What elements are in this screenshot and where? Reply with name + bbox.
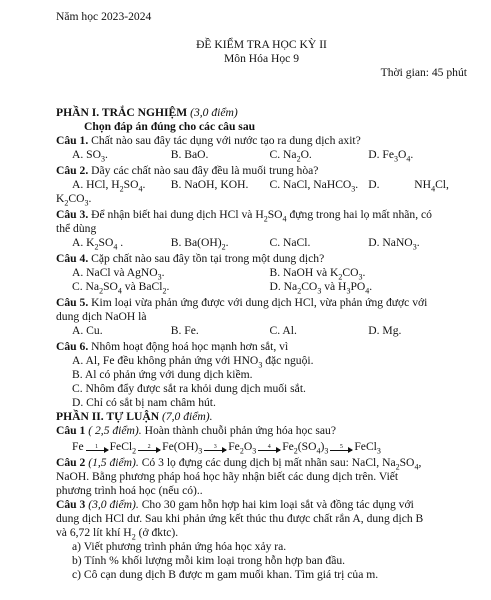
essay-3-line2: dung dịch HCl dư. Sau khi phản ứng kết thúc thu được chất rắn A, dung dịch B bbox=[56, 512, 424, 525]
question-5-options bbox=[56, 324, 467, 338]
arrow-2 bbox=[138, 444, 160, 451]
option-3d: D. NaNO$_3$. bbox=[368, 236, 420, 252]
option-4a: A. NaCl và AgNO$_3$. bbox=[72, 266, 165, 282]
option-2a: A. HCl, $H_2SO_4$. bbox=[72, 178, 146, 194]
question-5-line2: dung dịch NaOH là bbox=[56, 310, 147, 323]
option-6a-post: đặc nguội. bbox=[262, 354, 314, 367]
part2-heading bbox=[56, 410, 467, 424]
option-3a: A. $K_2SO_4$ . bbox=[72, 236, 124, 252]
question-2-options bbox=[56, 178, 467, 192]
essay-1-text: Hoàn thành chuỗi phản ứng hóa học sau? bbox=[144, 424, 337, 437]
essay-1-label: Câu 1 bbox=[56, 424, 86, 437]
essay-3 bbox=[56, 498, 467, 512]
question-6-label: Câu 6. bbox=[56, 340, 89, 353]
arrow-3 bbox=[204, 444, 226, 451]
chain-fe: Fe bbox=[72, 440, 84, 453]
question-4-label: Câu 4. bbox=[56, 252, 89, 265]
option-6c: C. Nhôm đẩy được sắt ra khỏi dung dịch muối sắt. bbox=[72, 382, 306, 395]
essay-1 bbox=[56, 424, 467, 438]
exam-time: Thời gian: 45 phút bbox=[380, 66, 467, 79]
arrow-5 bbox=[330, 444, 352, 451]
question-4 bbox=[56, 252, 467, 266]
option-6d: D. Chỉ có sắt bị nam châm hút. bbox=[72, 396, 216, 409]
essay-2: Câu 2 (1,5 điểm). Có 3 lọ đựng các dung dịch bị mất nhãn sau: NaCl, $Na_2SO_4$, bbox=[56, 456, 422, 472]
chain-fecl2: FeCl$_2$ bbox=[109, 440, 137, 456]
essay-3-part-b: b) Tính % khối lượng mỗi kim loại trong hỗn hợp ban đầu. bbox=[72, 554, 346, 567]
option-4d: D. $Na_2CO_3$ và $H_3PO_4$. bbox=[269, 280, 373, 296]
option-2b: B. NaOH, KOH. bbox=[170, 178, 249, 191]
option-5c: C. Al. bbox=[269, 324, 297, 337]
option-1a: A. $SO_3$. bbox=[72, 148, 108, 164]
essay-3-line3-pre: và 6,72 lít khí H bbox=[56, 526, 132, 539]
option-5a: A. Cu. bbox=[72, 324, 103, 337]
essay-2-label: Câu 2 bbox=[56, 456, 86, 469]
question-4-text: Cặp chất nào sau đây tồn tại trong một dung dịch? bbox=[91, 252, 325, 265]
question-2-label: Câu 2. bbox=[56, 164, 89, 177]
part2-title: PHẦN II. TỰ LUẬN bbox=[56, 410, 160, 423]
school-year: Năm học 2023-2024 bbox=[56, 10, 152, 23]
essay-2-score: (1,5 điểm). bbox=[88, 456, 139, 469]
part1-heading bbox=[56, 106, 467, 120]
question-3-text-b: SO bbox=[267, 208, 283, 221]
question-2 bbox=[56, 164, 467, 178]
option-5d: D. Mg. bbox=[368, 324, 402, 337]
arrow-4-number: 4 bbox=[267, 443, 271, 450]
question-1-label: Câu 1. bbox=[56, 134, 89, 147]
option-1d: D. $Fe_3O_4$. bbox=[368, 148, 414, 164]
essay-2-line1: Có 3 lọ đựng các dung dịch bị mất nhãn sau: NaCl, Na bbox=[141, 456, 396, 469]
chain-fe2o3: $Fe_2O_3$ bbox=[228, 440, 257, 456]
option-4b: B. NaOH và $K_2CO_3$. bbox=[269, 266, 366, 282]
chain-feoh3: $Fe(OH)_3$ bbox=[162, 440, 203, 456]
part1-instruction: Chọn đáp án đúng cho các câu sau bbox=[84, 120, 256, 133]
option-5b: B. Fe. bbox=[170, 324, 199, 337]
option-6a-pre: A. Al, Fe đều không phản ứng với HNO bbox=[72, 354, 259, 367]
arrow-3-number: 3 bbox=[213, 443, 217, 450]
option-3c: C. NaCl. bbox=[269, 236, 311, 249]
essay-2-line2: NaOH. Bằng phương pháp hoá học hãy nhận biết các dung dịch trên. Viết bbox=[56, 470, 399, 483]
option-3b: B. $Ba(OH)_2$. bbox=[170, 236, 229, 252]
option-6a: A. Al, Fe đều không phản ứng với $HNO_3$ đặc nguội. bbox=[72, 354, 314, 370]
question-6 bbox=[56, 340, 467, 354]
question-3-options bbox=[56, 236, 467, 250]
essay-2-line3: phương trình hoá học (nếu có).. bbox=[56, 484, 203, 497]
question-3-line2: thể dùng bbox=[56, 222, 97, 235]
part2-score: (7,0 điểm). bbox=[161, 410, 213, 423]
subject: Môn Hóa Học 9 bbox=[223, 52, 300, 65]
question-5-line1: Kim loại vừa phản ứng được với dung dịch HCl, vừa phản ứng được với bbox=[91, 296, 428, 309]
exam-title: ĐỀ KIỂM TRA HỌC KỲ II bbox=[196, 38, 327, 51]
essay-3-line1: Cho 30 gam hỗn hợp hai kim loại sắt và đồng tác dụng với bbox=[141, 498, 414, 511]
essay-3-line3-post: (ở đktc). bbox=[135, 526, 179, 539]
question-4-options-ab bbox=[56, 266, 467, 280]
option-2d-cont: $K_2CO_3$. bbox=[56, 192, 92, 208]
arrow-2-number: 2 bbox=[147, 443, 151, 450]
option-2c: C. NaCl, NaHCO$_3$. bbox=[269, 178, 359, 194]
question-2-text: Dãy các chất nào sau đây đều là muối trung hòa? bbox=[91, 164, 319, 177]
question-3: Câu 3. Để nhận biết hai dung dịch HCl và $H_2SO_4$ đựng trong hai lọ mất nhãn, có bbox=[56, 208, 432, 224]
option-4c: C. $Na_2SO_4$ và BaCl$_2$. bbox=[72, 280, 170, 296]
essay-3-line3: và 6,72 lít khí $H_2$ (ở đktc). bbox=[56, 526, 179, 542]
chain-fe2so43: $Fe_2(SO_4)_3$ bbox=[282, 440, 329, 456]
essay-3-part-c: c) Cô cạn dung dịch B được m gam muối khan. Tìm giá trị của m. bbox=[72, 568, 379, 581]
arrow-1 bbox=[86, 444, 108, 451]
question-4-options-cd bbox=[56, 280, 467, 294]
question-6-text: Nhôm hoạt động hoá học mạnh hơn sắt, vì bbox=[91, 340, 289, 353]
question-5-label: Câu 5. bbox=[56, 296, 89, 309]
question-5 bbox=[56, 296, 467, 310]
part1-score: (3,0 điểm) bbox=[190, 106, 238, 119]
question-3-label: Câu 3. bbox=[56, 208, 89, 221]
essay-3-part-a: a) Viết phương trình phản ứng hóa học xảy ra. bbox=[72, 540, 287, 553]
essay-3-label: Câu 3 bbox=[56, 498, 86, 511]
option-2d: D. $NH_4Cl$, bbox=[368, 178, 449, 194]
option-1c: C. $Na_2O$. bbox=[269, 148, 312, 164]
option-1b: B. BaO. bbox=[170, 148, 209, 161]
arrow-4 bbox=[258, 444, 280, 451]
essay-3-score: (3,0 điểm). bbox=[88, 498, 139, 511]
question-1 bbox=[56, 134, 467, 148]
chain-fecl3: FeCl$_3$ bbox=[354, 440, 381, 456]
essay-1-score: ( 2,5 điểm). bbox=[88, 424, 142, 437]
part1-title: PHẦN I. TRẮC NGHIỆM bbox=[56, 106, 188, 119]
question-3-text-c: đựng trong hai lọ mất nhãn, có bbox=[286, 208, 432, 221]
question-1-text: Chất nào sau đây tác dụng với nước tạo ra dung dịch axit? bbox=[91, 134, 361, 147]
reaction-chain bbox=[56, 440, 467, 454]
arrow-5-number: 5 bbox=[339, 443, 343, 450]
option-6b: B. Al có phản ứng với dung dịch kiềm. bbox=[72, 368, 253, 381]
question-1-options bbox=[56, 148, 467, 162]
arrow-1-number: 1 bbox=[95, 443, 99, 450]
question-3-text-a: Để nhận biết hai dung dịch HCl và H bbox=[91, 208, 264, 221]
